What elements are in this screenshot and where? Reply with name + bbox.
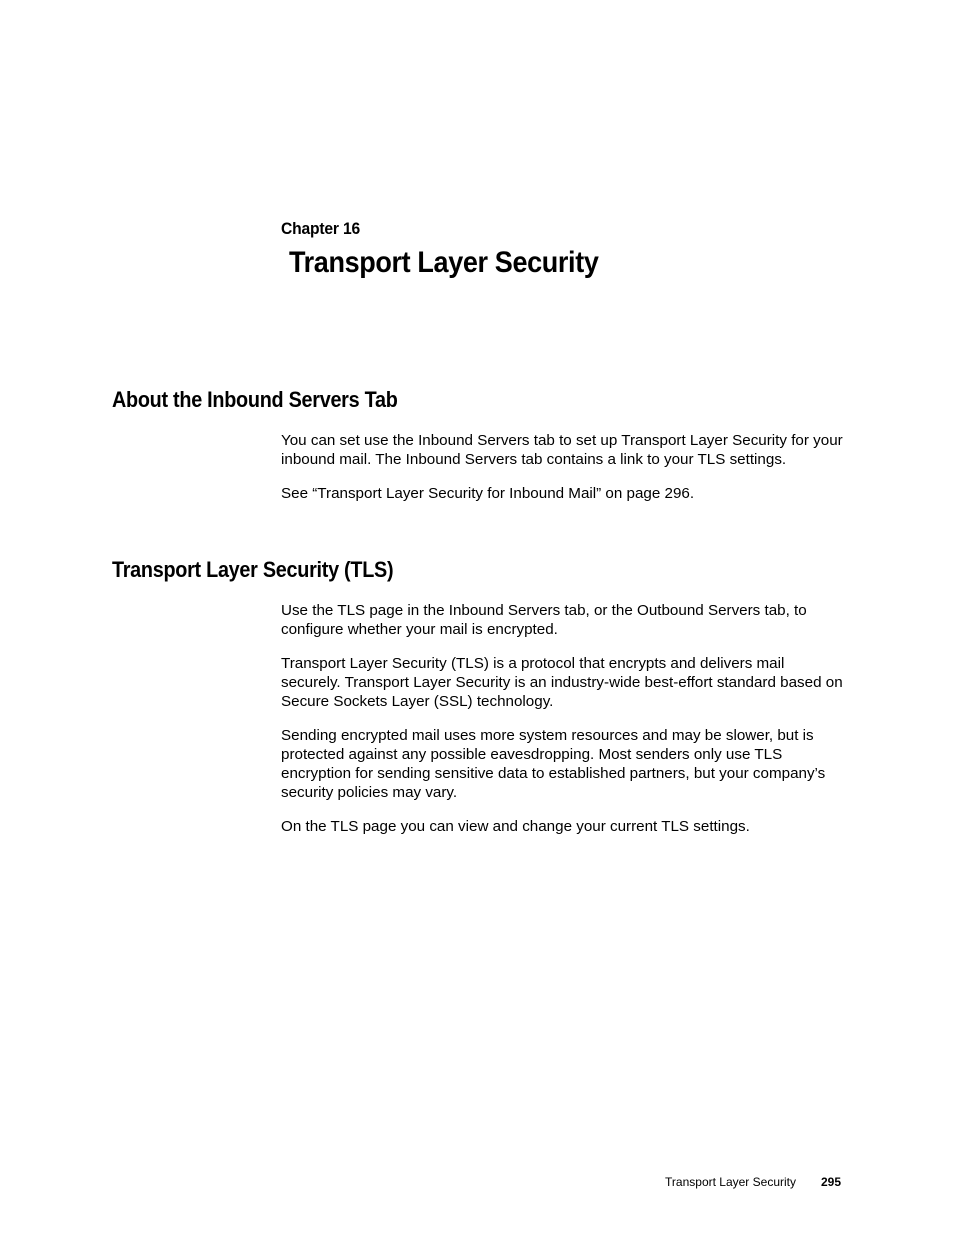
chapter-title: Transport Layer Security bbox=[289, 246, 599, 279]
chapter-label: Chapter 16 bbox=[281, 219, 361, 238]
footer-running-title: Transport Layer Security bbox=[665, 1175, 796, 1189]
section-heading-inbound-servers-tab: About the Inbound Servers Tab bbox=[112, 387, 398, 412]
paragraph: Transport Layer Security (TLS) is a protocol that encrypts and delivers mail securely. Transport Layer Security is an industry-wide best-effort standard based on Secure Sockets Layer (SSL) technology. bbox=[281, 655, 843, 710]
paragraph: Sending encrypted mail uses more system resources and may be slower, but is protected against any possible eavesdropping. Most senders only use TLS encryption for sending sensitive data to established partners, but your company’s security policies may vary. bbox=[281, 727, 826, 801]
section-body-inbound-servers-tab bbox=[281, 431, 846, 503]
paragraph: You can set use the Inbound Servers tab to set up Transport Layer Security for your inbound mail. The Inbound Servers tab contains a link to your TLS settings. bbox=[281, 432, 843, 468]
paragraph: Use the TLS page in the Inbound Servers tab, or the Outbound Servers tab, to configure whether your mail is encrypted. bbox=[281, 602, 807, 638]
footer-page-number: 295 bbox=[821, 1175, 842, 1189]
cross-reference-paragraph: See “Transport Layer Security for Inbound Mail” on page 296. bbox=[281, 485, 695, 502]
paragraph: On the TLS page you can view and change your current TLS settings. bbox=[281, 818, 750, 835]
section-heading-tls: Transport Layer Security (TLS) bbox=[112, 557, 394, 582]
section-body-tls bbox=[281, 601, 846, 836]
